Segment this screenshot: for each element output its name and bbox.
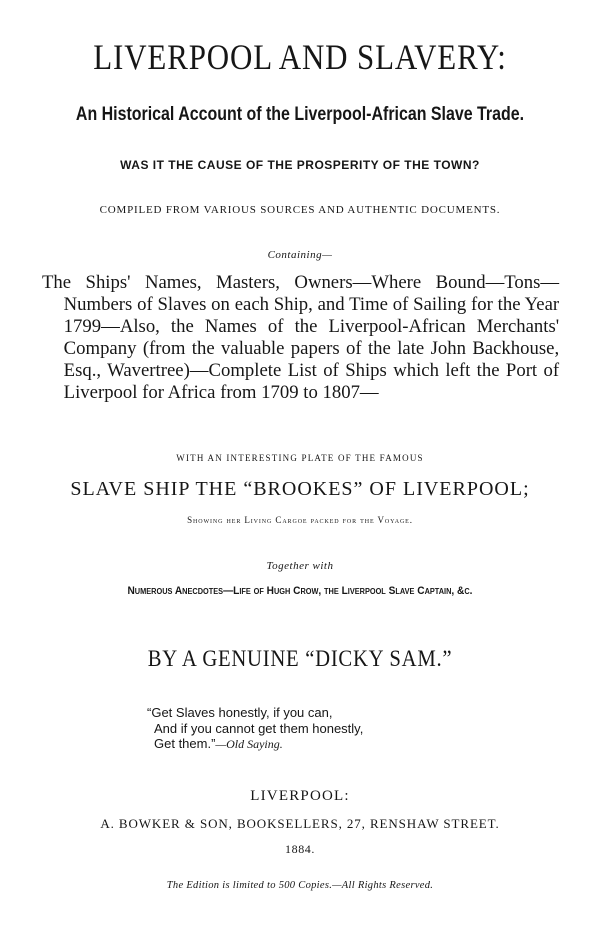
together-label: Together with: [266, 560, 334, 572]
question-line: WAS IT THE CAUSE OF THE PROSPERITY OF THE TOWN?: [120, 158, 480, 172]
epigraph-quote: [147, 705, 487, 753]
book-title: LIVERPOOL AND SLAVERY:: [93, 37, 507, 77]
quote-line-3: [147, 736, 487, 753]
imprint-city: LIVERPOOL:: [250, 788, 350, 804]
compiled-line: COMPILED FROM VARIOUS SOURCES AND AUTHENTIC DOCUMENTS.: [99, 204, 501, 216]
ship-line: SLAVE SHIP THE “BROOKES” OF LIVERPOOL;: [70, 478, 530, 500]
quote-line-3-text: Get them.”: [154, 736, 216, 751]
edition-note: The Edition is limited to 500 Copies.—All Rights Reserved.: [166, 880, 434, 891]
imprint-publisher: A. BOWKER & SON, BOOKSELLERS, 27, RENSHAW STREET.: [100, 816, 500, 831]
quote-line-1: “Get Slaves honestly, if you can,: [147, 705, 333, 720]
imprint-year: 1884.: [285, 842, 315, 856]
quote-line-2: And if you cannot get them honestly,: [154, 720, 364, 736]
book-subtitle: An Historical Account of the Liverpool-African Slave Trade.: [75, 104, 525, 125]
quote-attribution: —Old Saying.: [215, 737, 283, 751]
containing-label: Containing—: [267, 249, 333, 261]
contents-paragraph: The Ships' Names, Masters, Owners—Where Bound—Tons—Numbers of Slaves on each Ship, and Time of Sailing for the Year 1799—Also, the Names of the Liverpool-African Merchants' Company (from the valuable papers of the late John Backhouse, Esq., Wavertree)—Complete List of Ships which left the Port of Liverpool for Africa from 1709 to 1807—: [42, 272, 560, 403]
author-line: BY A GENUINE “DICKY SAM.”: [147, 646, 453, 671]
anecdotes-line: Numerous Anecdotes—Life of Hugh Crow, the Liverpool Slave Captain, &c.: [127, 585, 473, 597]
showing-line: Showing her Living Cargoe packed for the Voyage.: [187, 515, 413, 525]
plate-line: WITH AN INTERESTING PLATE OF THE FAMOUS: [176, 453, 424, 463]
